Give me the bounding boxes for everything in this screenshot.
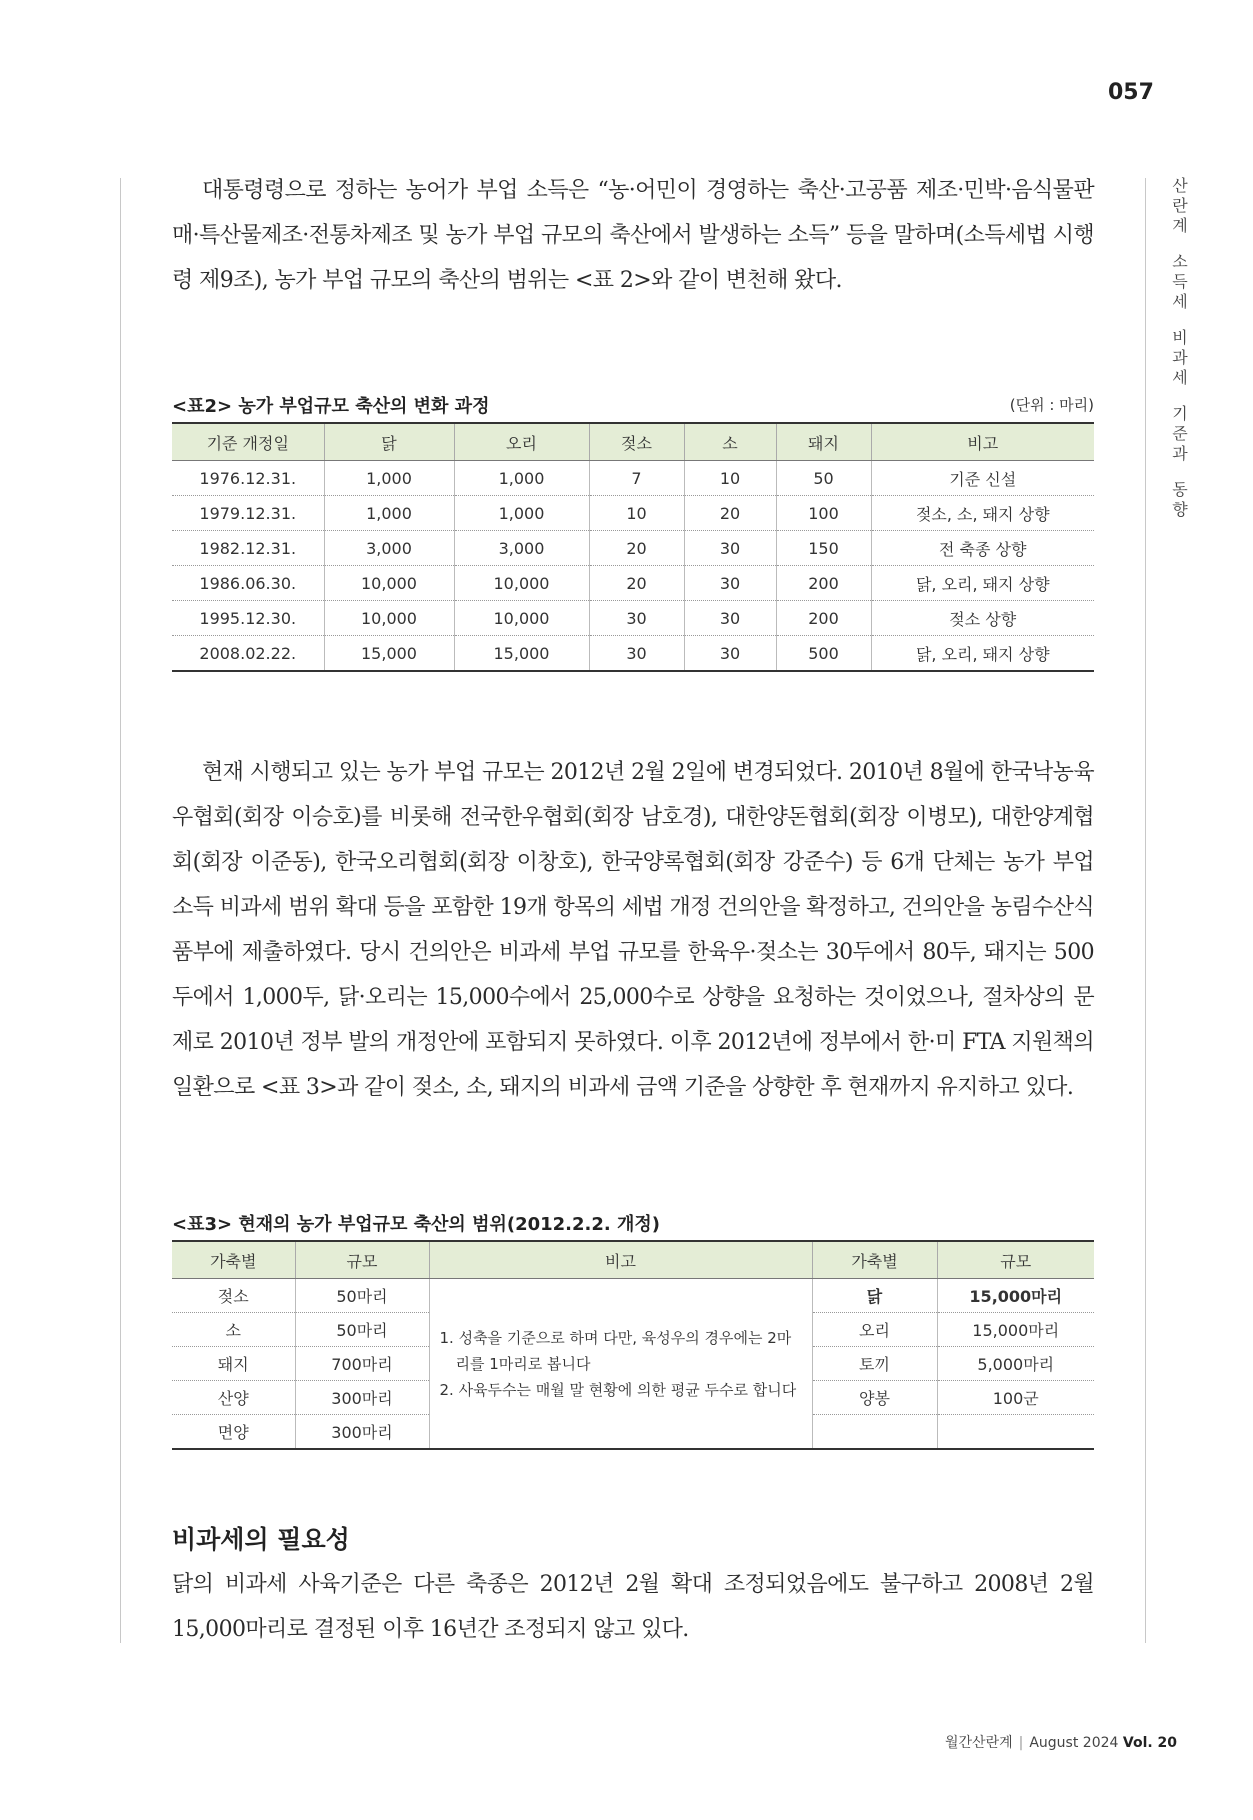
table3-notes	[429, 1279, 812, 1450]
table2-header-cell: 오리	[454, 423, 589, 461]
table3-scale-right: 5,000마리	[937, 1347, 1094, 1381]
table2-cell: 10,000	[324, 566, 454, 601]
table3-animal: 젖소	[172, 1279, 295, 1313]
table3-animal: 면양	[172, 1415, 295, 1450]
side-title-char: 기	[1172, 404, 1188, 423]
footer-issue: August 2024	[1029, 1735, 1119, 1751]
side-title-char	[1168, 312, 1192, 328]
table2-cell: 20	[684, 496, 776, 531]
table3-animal-right: 닭	[812, 1279, 937, 1313]
paragraph-necessity	[172, 1562, 1094, 1652]
table3-header-cell: 비고	[429, 1241, 812, 1279]
left-divider	[120, 178, 121, 1643]
table3-animal: 산양	[172, 1381, 295, 1415]
table2-cell: 1,000	[324, 496, 454, 531]
side-title-char: 산	[1172, 176, 1188, 195]
table3-scale-right: 15,000마리	[937, 1279, 1094, 1313]
table2-cell: 10,000	[454, 601, 589, 636]
side-running-title	[1168, 176, 1192, 520]
page-number: 057	[1108, 80, 1154, 105]
table2-cell: 10	[684, 461, 776, 496]
table2-header-row	[172, 423, 1094, 461]
table2-cell: 기준 신설	[871, 461, 1094, 496]
side-title-char: 세	[1172, 292, 1188, 311]
section-heading: 비과세의 필요성	[172, 1525, 350, 1554]
side-title-char: 세	[1172, 368, 1188, 387]
table2-cell: 20	[589, 566, 684, 601]
table3-scale: 300마리	[295, 1415, 429, 1450]
table3-scale: 50마리	[295, 1313, 429, 1347]
paragraph-current-text: 현재 시행되고 있는 농가 부업 규모는 2012년 2월 2일에 변경되었다. 2010년 8월에 한국낙농육우협회(회장 이승호)를 비롯해 전국한우협회(회장 남호경), 대한양돈협회(회장 이병모), 대한양계협회(회장 이준동), 한국오리협회(회장 이창호), 한국양록협회(회장 강준수) 등 6개 단체는 농가 부업소득 비과세 범위 확대 등을 포함한 19개 항목의 세법 개정 건의안을 확정하고, 건의안을 농림수산식품부에 제출하였다. 당시 건의안은 비과세 부업 규모를 한육우·젖소는 30두에서 80두, 돼지는 500두에서 1,000두, 닭·오리는 15,000수에서 25,000수로 상향을 요청하는 것이었으나, 절차상의 문제로 2010년 정부 발의 개정안에 포함되지 못하였다. 이후 2012년에 정부에서 한·미 FTA 지원책의 일환으로 <표 3>과 같이 젖소, 소, 돼지의 비과세 금액 기준을 상향한 후 현재까지 유지하고 있다.	[172, 760, 1094, 1100]
side-title-char: 계	[1172, 216, 1188, 235]
table2-cell: 1979.12.31.	[172, 496, 324, 531]
side-title-char: 동	[1172, 480, 1188, 499]
table3-header-cell: 규모	[937, 1241, 1094, 1279]
table2-cell: 20	[589, 531, 684, 566]
table2-cell: 3,000	[454, 531, 589, 566]
table2-cell: 500	[776, 636, 871, 672]
table2-cell: 200	[776, 566, 871, 601]
table-row	[172, 636, 1094, 672]
table2-cell: 30	[684, 636, 776, 672]
table2-cell: 150	[776, 531, 871, 566]
table2-header-cell: 기준 개정일	[172, 423, 324, 461]
table2-header-cell: 젖소	[589, 423, 684, 461]
side-title-char	[1168, 388, 1192, 404]
table2-cell: 10,000	[454, 566, 589, 601]
side-title-char: 란	[1172, 196, 1188, 215]
side-title-char: 소	[1172, 252, 1188, 271]
table-row	[172, 531, 1094, 566]
table2-cell: 젖소, 소, 돼지 상향	[871, 496, 1094, 531]
table-row	[172, 461, 1094, 496]
table2-cell: 3,000	[324, 531, 454, 566]
table2-cell: 1976.12.31.	[172, 461, 324, 496]
table2-cell: 젖소 상향	[871, 601, 1094, 636]
table3-header-cell: 가축별	[812, 1241, 937, 1279]
table-row	[172, 1279, 1094, 1313]
table2-cell: 10,000	[324, 601, 454, 636]
table3-note-2: 2. 사육두수는 매월 말 현황에 의한 평균 두수로 합니다	[439, 1380, 797, 1399]
table3-animal: 돼지	[172, 1347, 295, 1381]
table2-cell: 1,000	[324, 461, 454, 496]
side-title-char: 과	[1172, 348, 1188, 367]
table3-animal-right: 오리	[812, 1313, 937, 1347]
table3-header-row	[172, 1241, 1094, 1279]
table3-scale: 300마리	[295, 1381, 429, 1415]
table2-cell: 1,000	[454, 496, 589, 531]
table2-cell: 50	[776, 461, 871, 496]
side-title-char	[1168, 464, 1192, 480]
footer-magazine: 월간산란계	[945, 1735, 1013, 1751]
table2-cell: 닭, 오리, 돼지 상향	[871, 636, 1094, 672]
table-row	[172, 496, 1094, 531]
table2-cell: 닭, 오리, 돼지 상향	[871, 566, 1094, 601]
table3-header-cell: 가축별	[172, 1241, 295, 1279]
table2-cell: 100	[776, 496, 871, 531]
side-title-char	[1168, 236, 1192, 252]
table2-cell: 1,000	[454, 461, 589, 496]
table2-cell: 1995.12.30.	[172, 601, 324, 636]
table2-header-cell: 돼지	[776, 423, 871, 461]
paragraph-intro-text: 대통령령으로 정하는 농어가 부업 소득은 “농·어민이 경영하는 축산·고공품 제조·민박·음식물판매·특산물제조·전통차제조 및 농가 부업 규모의 축산에서 발생하는 소득” 등을 말하며(소득세법 시행령 제9조), 농가 부업 규모의 축산의 범위는 <표 2>와 같이 변천해 왔다.	[172, 178, 1094, 293]
table2	[172, 422, 1094, 672]
table2-body	[172, 461, 1094, 672]
table3-scale: 700마리	[295, 1347, 429, 1381]
table3-empty-cell	[812, 1415, 937, 1450]
table2-cell: 30	[684, 566, 776, 601]
paragraph-current	[172, 750, 1094, 1110]
table2-cell: 15,000	[454, 636, 589, 672]
table2-cell: 30	[589, 601, 684, 636]
paragraph-necessity-text: 닭의 비과세 사육기준은 다른 축종은 2012년 2월 확대 조정되었음에도 불구하고 2008년 2월 15,000마리로 결정된 이후 16년간 조정되지 않고 있다.	[172, 1572, 1094, 1642]
side-title-char: 준	[1172, 424, 1188, 443]
table3-scale-right: 15,000마리	[937, 1313, 1094, 1347]
side-title-char: 비	[1172, 328, 1188, 347]
table2-cell: 30	[684, 531, 776, 566]
table3-animal-right: 토끼	[812, 1347, 937, 1381]
footer-separator: |	[1018, 1735, 1024, 1751]
table2-header-cell: 비고	[871, 423, 1094, 461]
table-row	[172, 601, 1094, 636]
table3-animal-right: 양봉	[812, 1381, 937, 1415]
table2-cell: 30	[589, 636, 684, 672]
footer-volume: Vol. 20	[1122, 1735, 1178, 1751]
table2-caption: <표2> 농가 부업규모 축산의 변화 과정	[172, 396, 490, 417]
side-title-char: 득	[1172, 272, 1188, 291]
side-title-char: 과	[1172, 444, 1188, 463]
table2-cell: 200	[776, 601, 871, 636]
table3-empty-cell	[937, 1415, 1094, 1450]
footer	[945, 1732, 1177, 1752]
table3-note-1: 1. 성축을 기준으로 하며 다만, 육성우의 경우에는 2마리를 1마리로 봅니다	[439, 1328, 792, 1373]
table2-cell: 7	[589, 461, 684, 496]
table2-unit: (단위 : 마리)	[1009, 396, 1094, 414]
table2-cell: 1982.12.31.	[172, 531, 324, 566]
side-title-char: 향	[1172, 500, 1188, 519]
table2-cell: 15,000	[324, 636, 454, 672]
table3-scale-right: 100군	[937, 1381, 1094, 1415]
table2-cell: 2008.02.22.	[172, 636, 324, 672]
table3-animal: 소	[172, 1313, 295, 1347]
table2-cell: 30	[684, 601, 776, 636]
table3	[172, 1240, 1094, 1450]
table2-header-cell: 소	[684, 423, 776, 461]
table2-cell: 전 축종 상향	[871, 531, 1094, 566]
table-row	[172, 566, 1094, 601]
table2-header-cell: 닭	[324, 423, 454, 461]
table2-cell: 10	[589, 496, 684, 531]
table3-caption: <표3> 현재의 농가 부업규모 축산의 범위(2012.2.2. 개정)	[172, 1214, 660, 1235]
table2-cell: 1986.06.30.	[172, 566, 324, 601]
table3-scale: 50마리	[295, 1279, 429, 1313]
right-divider	[1145, 178, 1146, 1643]
paragraph-intro	[172, 168, 1094, 303]
table3-header-cell: 규모	[295, 1241, 429, 1279]
